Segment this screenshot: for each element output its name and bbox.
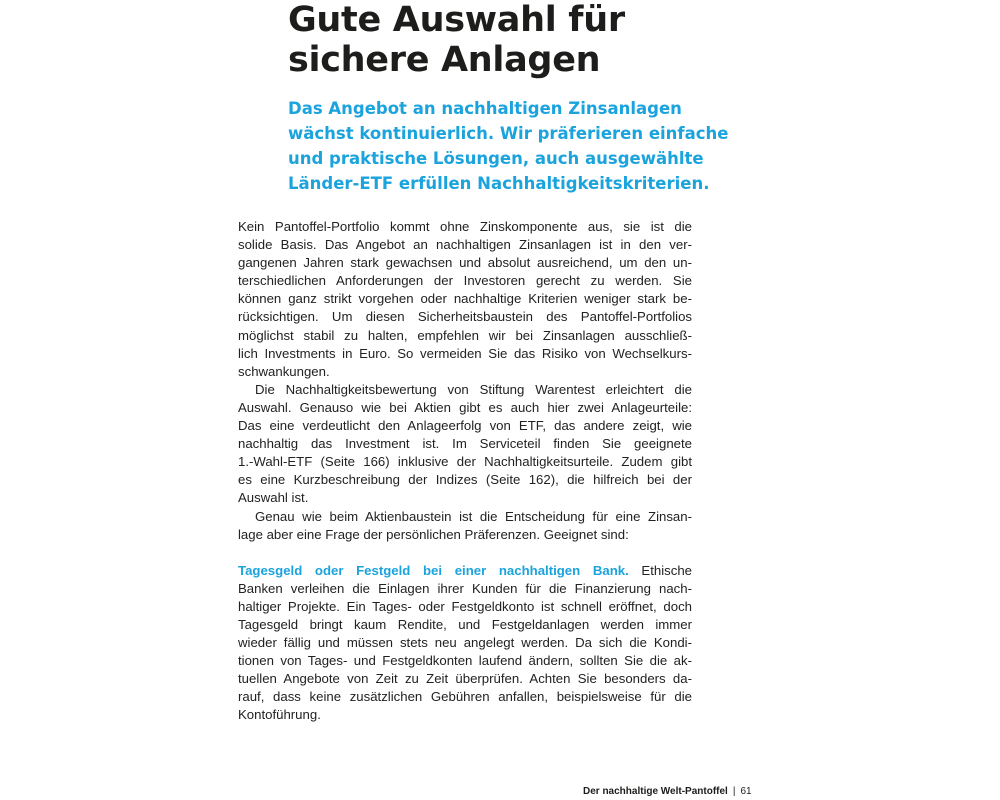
page-title (288, 0, 708, 80)
text-line: es eine Kurzbeschreibung der Indizes (Seite 162), die hilfreich bei der (238, 472, 692, 488)
text-line: 1.-Wahl-ETF (Seite 166) inklusive der Nachhaltigkeitsurteile. Zudem gibt (238, 454, 692, 470)
page-number: 61 (740, 786, 752, 797)
page-footer (583, 786, 752, 798)
body-text (238, 218, 692, 725)
text-line: terschiedlichen Anforderungen der Investoren gerecht zu werden. Sie (238, 273, 692, 289)
title-line: sichere Anlagen (288, 40, 601, 80)
paragraph-tagesgeld (238, 562, 692, 725)
lead-line: und praktische Lösungen, auch ausgewählte (288, 149, 704, 168)
text-line: Das eine verdeutlicht den Anlageerfolg von ETF, das andere zeigt, wie (238, 418, 692, 434)
title-line: Gute Auswahl für (288, 0, 625, 40)
text-line: wieder fällig und müssen stets neu angelegt werden. Da sich die Kondi- (238, 635, 692, 651)
text-fragment: Ethische (628, 562, 692, 578)
text-line: schwankungen. (238, 363, 330, 379)
text-line: Tagesgeld bringt kaum Rendite, und Festgeldanlagen werden immer (238, 616, 692, 632)
text-line (238, 562, 692, 580)
text-line: solide Basis. Das Angebot an nachhaltigen Zinsanlagen ist in den ver- (238, 237, 692, 253)
paragraph-preferences (238, 508, 692, 544)
text-line: Kein Pantoffel-Portfolio kommt ohne Zinskomponente aus, sie ist die (238, 219, 692, 234)
text-line: Auswahl ist. (238, 490, 309, 506)
text-line: Kontoführung. (238, 707, 321, 723)
text-line: Genau wie beim Aktienbaustein ist die Entscheidung für eine Zinsan- (255, 508, 692, 524)
paragraph-gap (238, 544, 692, 562)
text-line: rauf, dass keine zusätzlichen Gebühren anfallen, beispielsweise für die (238, 689, 692, 705)
lead-paragraph (288, 96, 729, 196)
text-line: nachhaltig das Investment ist. Im Serviceteil finden Sie geeignete (238, 436, 692, 452)
text-line: haltiger Projekte. Ein Tages- oder Festgeldkonto ist schnell eröffnet, doch (238, 598, 692, 614)
paragraph-rating (238, 381, 692, 508)
text-line: Banken verleihen die Einlagen ihrer Kunden für die Finanzierung nach- (238, 580, 692, 596)
text-line: lich Investments in Euro. So vermeiden Sie das Risiko von Wechselkurs- (238, 345, 692, 361)
text-line: Auswahl. Genauso wie bei Aktien gibt es auch hier zwei Anlageurteile: (238, 399, 692, 415)
lead-line: wächst kontinuierlich. Wir präferieren einfache (288, 124, 729, 143)
lead-line: Das Angebot an nachhaltigen Zinsanlagen (288, 99, 682, 118)
text-line: können ganz strikt vorgehen oder nachhaltige Kriterien weniger stark be- (238, 291, 692, 307)
lead-line: Länder-ETF erfüllen Nachhaltigkeitskriterien. (288, 174, 710, 193)
text-line: tuellen Angebote von Zeit zu Zeit überprüfen. Achten Sie besonders da- (238, 671, 692, 687)
text-line: rücksichtigen. Um diesen Sicherheitsbaustein des Pantoffel-Portfolios (238, 309, 692, 325)
text-line: gangenen Jahren stark gewachsen und absolut ausreichend, um den un- (238, 255, 692, 271)
footer-separator: | (732, 786, 736, 797)
text-line: möglichst stabil zu halten, empfehlen wir bei Zinsanlagen ausschließ- (238, 327, 692, 343)
subheading-tagesgeld: Tagesgeld oder Festgeld bei einer nachhaltigen Bank. (238, 562, 629, 578)
text-line: Die Nachhaltigkeitsbewertung von Stiftung Warentest erleichtert die (255, 381, 692, 397)
running-footer-title: Der nachhaltige Welt-Pantoffel (583, 786, 728, 797)
paragraph-intro (238, 218, 692, 381)
text-line: lage aber eine Frage der persönlichen Präferenzen. Geeignet sind: (238, 526, 629, 542)
text-line: tionen von Tages- und Festgeldkonten laufend ändern, sollten Sie die ak- (238, 653, 692, 669)
